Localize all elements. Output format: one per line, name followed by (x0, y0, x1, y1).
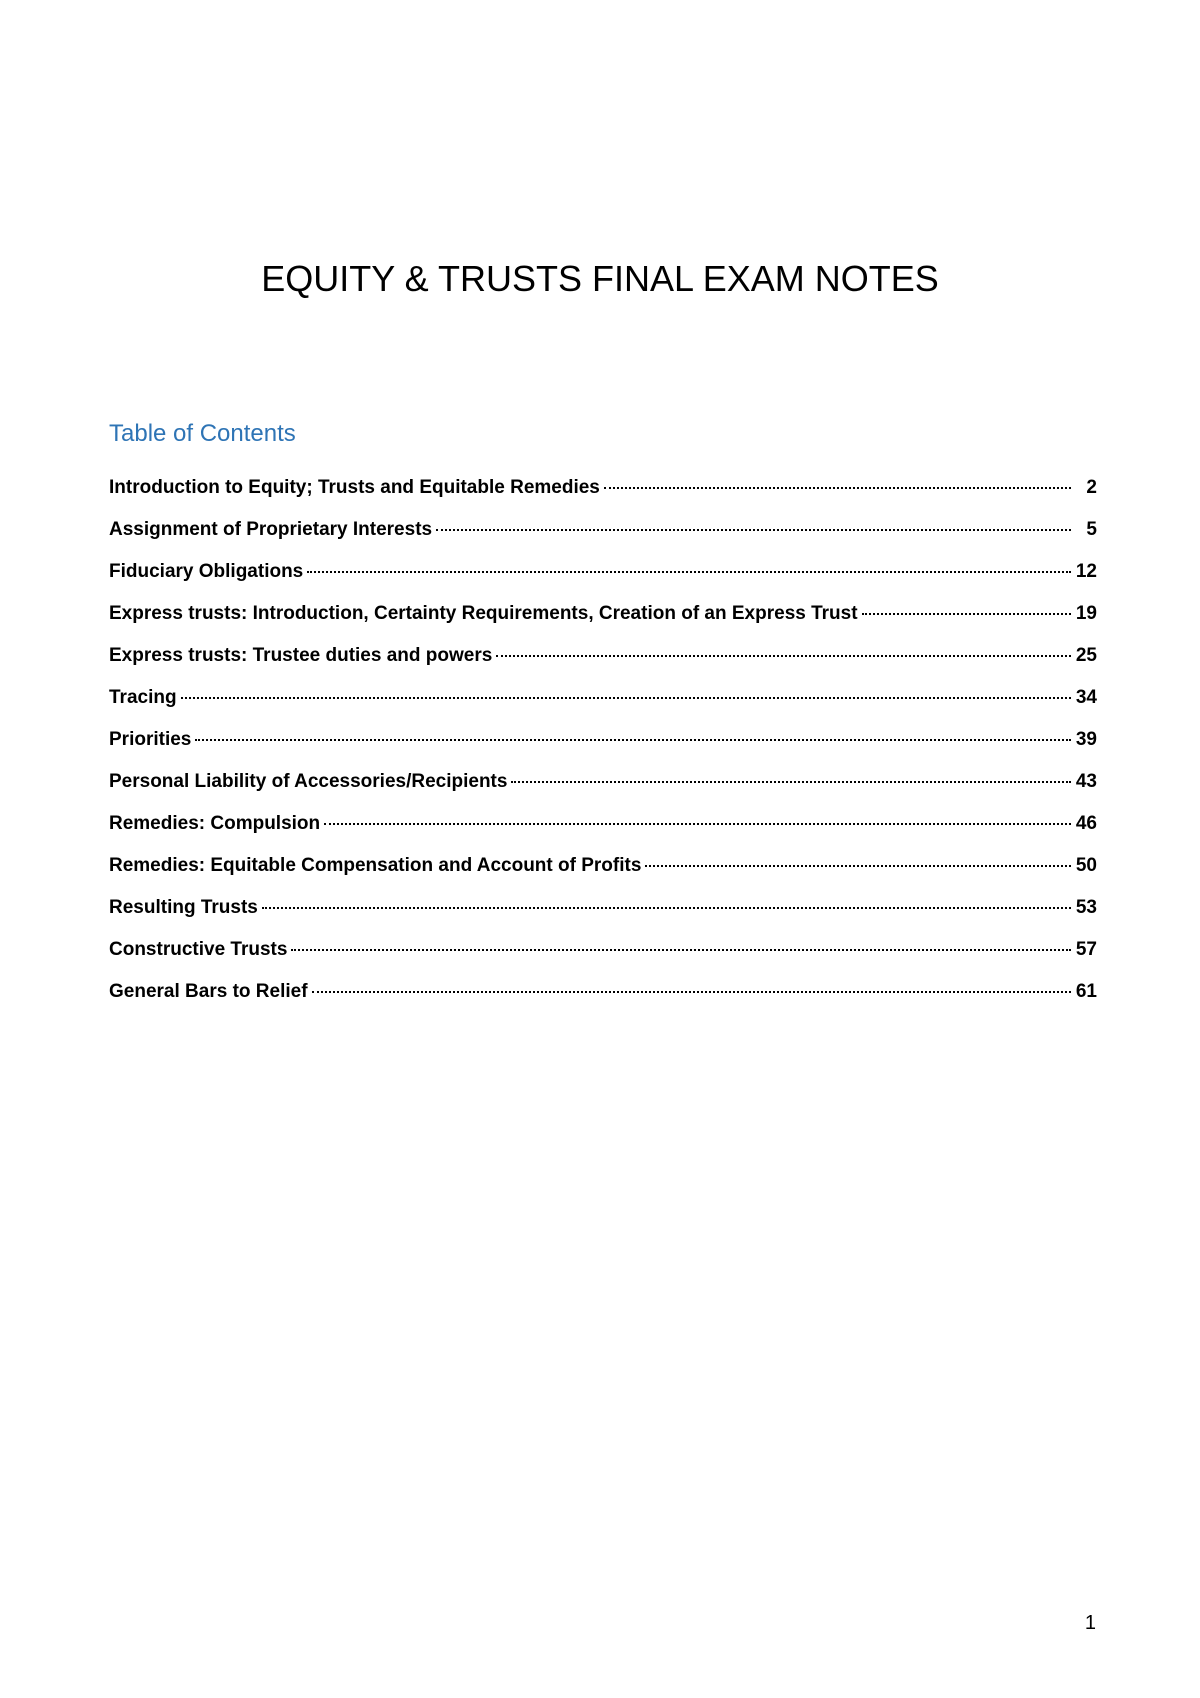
toc-leader (604, 468, 1071, 489)
toc-entry[interactable] (109, 892, 1097, 934)
toc-entry-page: 43 (1075, 771, 1097, 792)
toc-entry[interactable] (109, 808, 1097, 850)
toc-leader (324, 804, 1071, 825)
toc-entry-page: 50 (1075, 855, 1097, 876)
document-title: EQUITY & TRUSTS FINAL EXAM NOTES (261, 258, 939, 299)
toc-entry-label: Constructive Trusts (109, 939, 288, 960)
toc-leader (181, 678, 1071, 699)
toc-entry-label: Priorities (109, 729, 192, 750)
toc-entry-label: Tracing (109, 687, 177, 708)
toc-leader (436, 510, 1071, 531)
table-of-contents (109, 472, 1097, 1018)
toc-leader (645, 846, 1071, 867)
toc-entry-page: 12 (1075, 561, 1097, 582)
toc-entry-label: Resulting Trusts (109, 897, 258, 918)
toc-leader (312, 972, 1071, 993)
toc-entry[interactable] (109, 556, 1097, 598)
toc-entry[interactable] (109, 934, 1097, 976)
toc-leader (195, 720, 1071, 741)
toc-entry[interactable] (109, 682, 1097, 724)
toc-entry-page: 57 (1075, 939, 1097, 960)
toc-entry[interactable] (109, 598, 1097, 640)
toc-entry[interactable] (109, 976, 1097, 1018)
toc-entry-page: 2 (1086, 477, 1097, 498)
toc-entry-page: 25 (1075, 645, 1097, 666)
toc-entry-page: 61 (1075, 981, 1097, 1002)
toc-entry-label: Personal Liability of Accessories/Recipients (109, 771, 508, 792)
toc-heading: Table of Contents (109, 420, 296, 447)
toc-entry-page: 39 (1075, 729, 1097, 750)
toc-entry-page: 5 (1086, 519, 1097, 540)
toc-entry[interactable] (109, 472, 1097, 514)
page-number: 1 (1084, 1612, 1096, 1634)
toc-entry-page: 34 (1075, 687, 1097, 708)
toc-leader (511, 762, 1071, 783)
toc-leader (291, 930, 1071, 951)
toc-leader (262, 888, 1071, 909)
toc-entry-label: General Bars to Relief (109, 981, 308, 1002)
toc-entry[interactable] (109, 766, 1097, 808)
toc-leader (307, 552, 1071, 573)
toc-entry-label: Fiduciary Obligations (109, 561, 304, 582)
toc-entry-label: Assignment of Proprietary Interests (109, 519, 433, 540)
toc-entry-label: Remedies: Equitable Compensation and Account of Profits (109, 855, 642, 876)
toc-entry-page: 19 (1075, 603, 1097, 624)
toc-entry-label: Remedies: Compulsion (109, 813, 321, 834)
toc-entry-page: 53 (1075, 897, 1097, 918)
toc-entry[interactable] (109, 724, 1097, 766)
toc-leader (496, 636, 1071, 657)
toc-entry-label: Introduction to Equity; Trusts and Equitable Remedies (109, 477, 600, 498)
toc-entry[interactable] (109, 514, 1097, 556)
toc-entry-label: Express trusts: Introduction, Certainty Requirements, Creation of an Express Trust (109, 603, 858, 624)
toc-entry-label: Express trusts: Trustee duties and powers (109, 645, 493, 666)
toc-entry-page: 46 (1075, 813, 1097, 834)
toc-entry[interactable] (109, 850, 1097, 892)
toc-entry[interactable] (109, 640, 1097, 682)
toc-leader (862, 594, 1071, 615)
